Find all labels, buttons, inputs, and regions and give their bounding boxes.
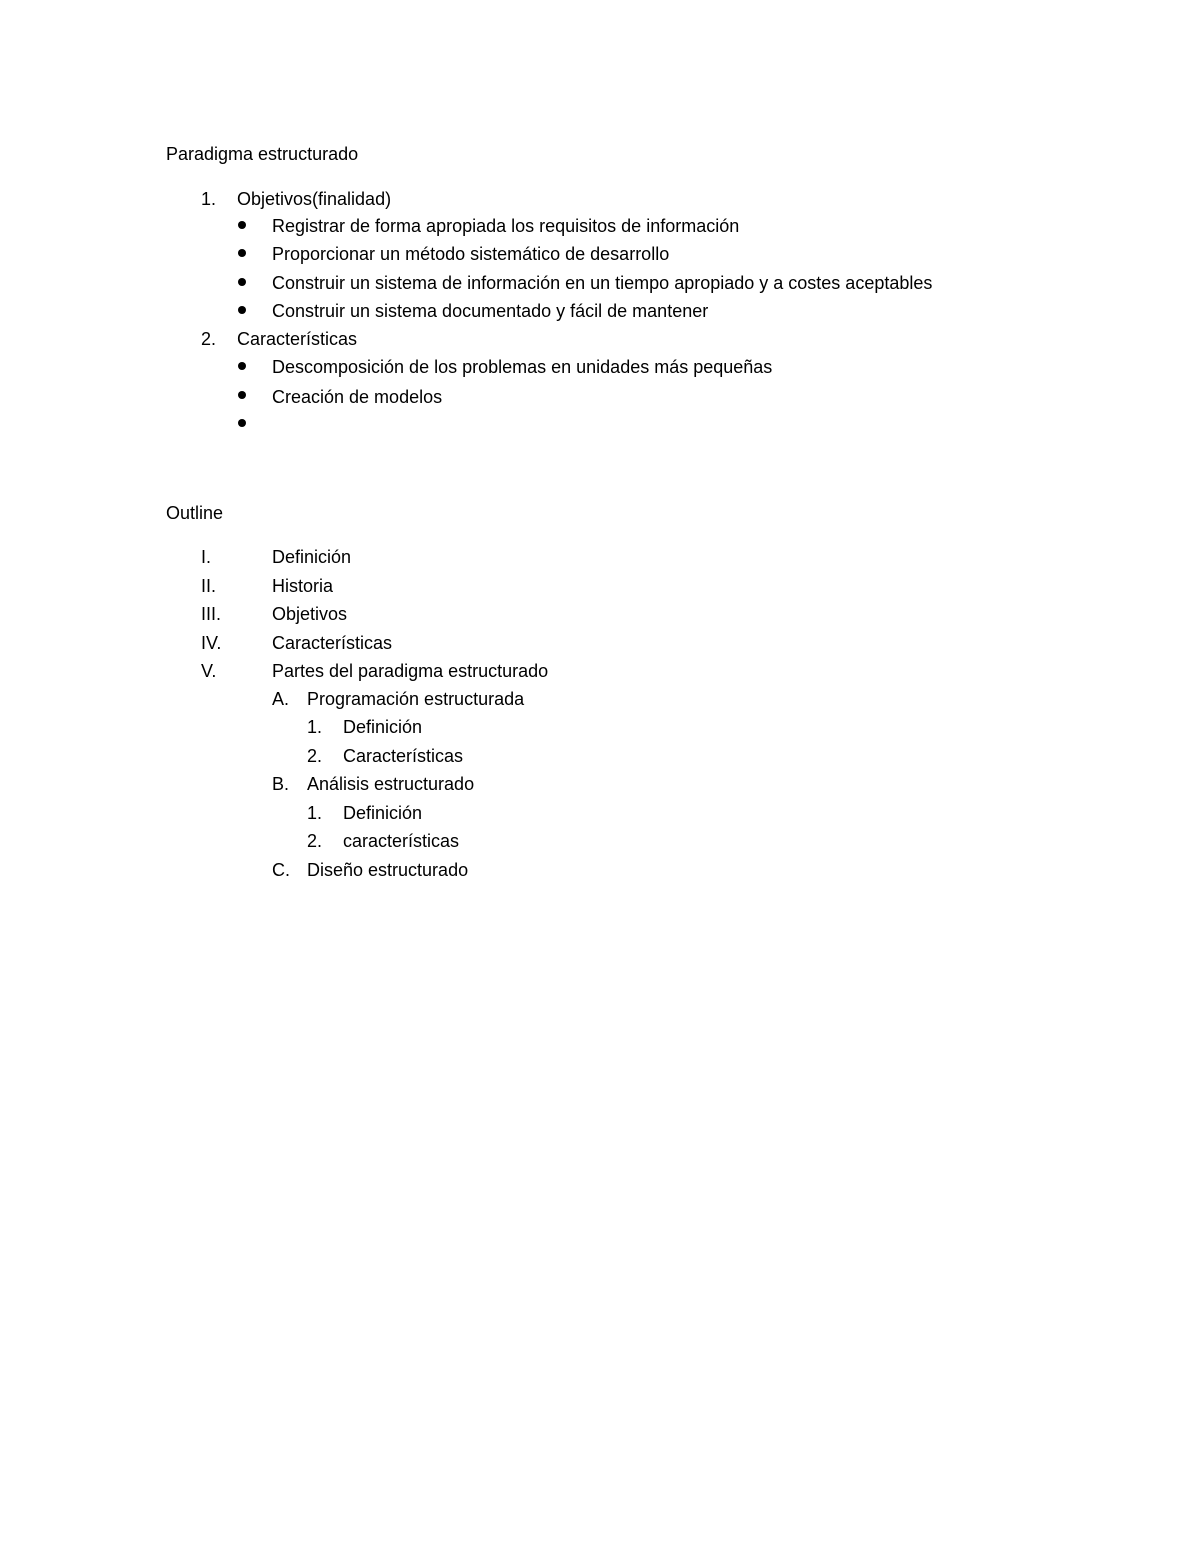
section-title-outline: Outline: [166, 503, 224, 523]
outline-item-anal-caracteristicas: características: [343, 831, 460, 851]
outline-marker-I: I.: [201, 547, 212, 567]
bullet-icon: [238, 419, 246, 427]
list-marker-2: 2.: [201, 329, 217, 349]
outline-marker-A: A.: [272, 689, 290, 709]
list-item: Descomposición de los problemas en unidades más pequeñas: [272, 357, 773, 377]
outline-marker-V: V.: [201, 661, 217, 681]
list-item: Construir un sistema de información en un tiempo apropiado y a costes aceptables: [272, 273, 933, 293]
outline-item-definicion: Definición: [272, 547, 352, 567]
outline-marker-III: III.: [201, 604, 222, 624]
outline-item-partes: Partes del paradigma estructurado: [272, 661, 549, 681]
outline-item-analisis: Análisis estructurado: [307, 774, 475, 794]
bullet-icon: [238, 306, 246, 314]
list-item-objetivos: Objetivos(finalidad): [237, 189, 392, 209]
outline-marker-IV: IV.: [201, 633, 222, 653]
bullet-icon: [238, 391, 246, 399]
outline-item-anal-definicion: Definición: [343, 803, 423, 823]
list-item: Construir un sistema documentado y fácil de mantener: [272, 301, 709, 321]
outline-marker-C: C.: [272, 860, 290, 880]
list-item: Creación de modelos: [272, 387, 443, 407]
bullet-icon: [238, 249, 246, 257]
outline-item-prog-definicion: Definición: [343, 717, 423, 737]
list-item-caracteristicas: Características: [237, 329, 358, 349]
list-marker-1: 1.: [201, 189, 217, 209]
outline-marker-II: II.: [201, 576, 217, 596]
outline-marker-A2: 2.: [307, 746, 323, 766]
section-title-paradigma: Paradigma estructurado: [166, 144, 359, 164]
outline-marker-B1: 1.: [307, 803, 323, 823]
outline-item-historia: Historia: [272, 576, 334, 596]
outline-marker-A1: 1.: [307, 717, 323, 737]
list-item: Registrar de forma apropiada los requisitos de información: [272, 216, 740, 236]
bullet-icon: [238, 278, 246, 286]
outline-marker-B2: 2.: [307, 831, 323, 851]
outline-item-diseno: Diseño estructurado: [307, 860, 469, 880]
outline-item-caracteristicas: Características: [272, 633, 393, 653]
list-item: Proporcionar un método sistemático de desarrollo: [272, 244, 670, 264]
outline-marker-B: B.: [272, 774, 290, 794]
outline-item-prog-caracteristicas: Características: [343, 746, 464, 766]
outline-item-objetivos: Objetivos: [272, 604, 348, 624]
outline-item-programacion: Programación estructurada: [307, 689, 525, 709]
bullet-icon: [238, 362, 246, 370]
bullet-icon: [238, 221, 246, 229]
